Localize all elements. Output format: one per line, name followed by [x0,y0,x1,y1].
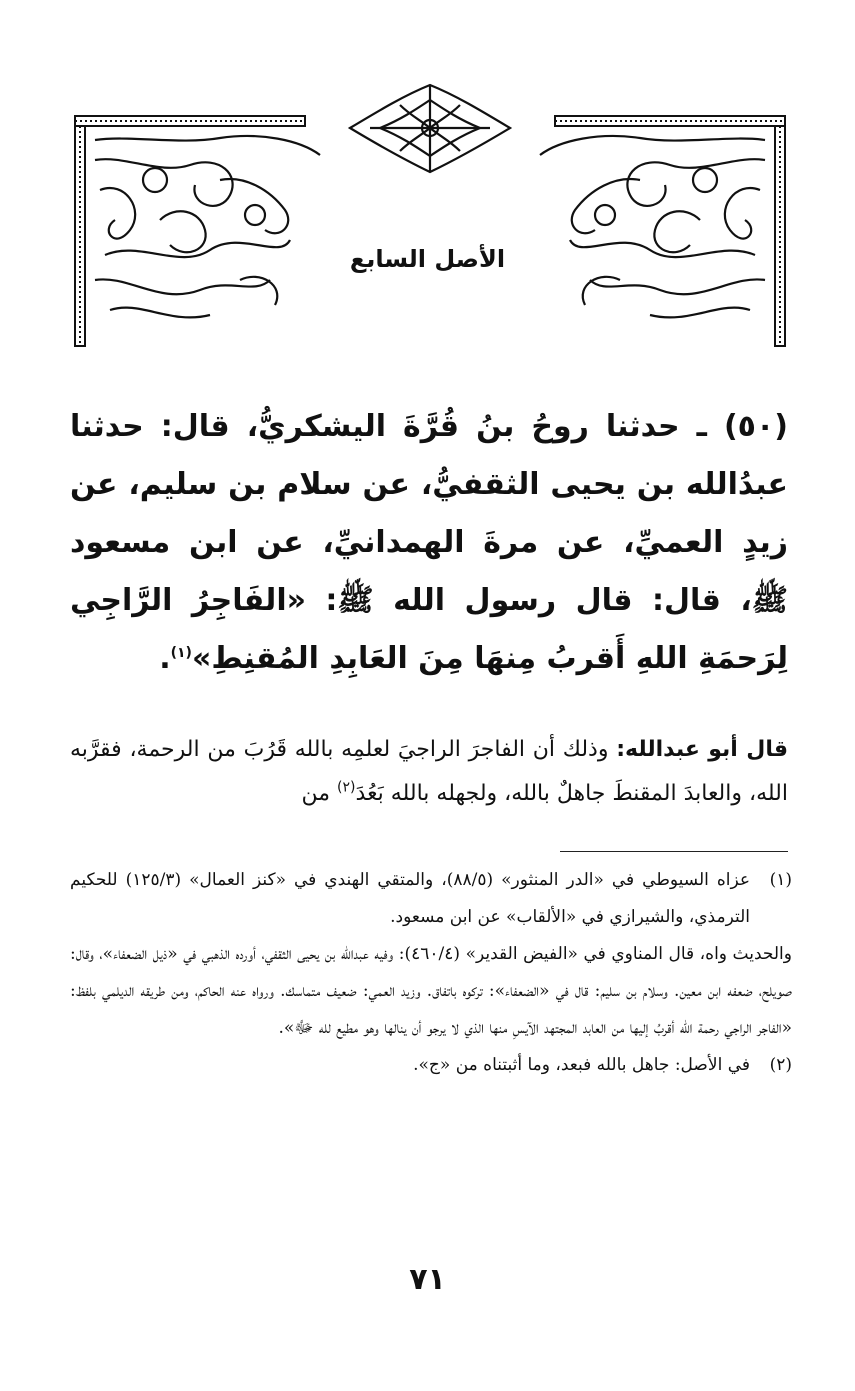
footnote-number: (١) [769,870,792,890]
page-number: ٧١ [409,1262,446,1297]
footnote-2 [70,1047,792,1084]
commentary-text-1: وذلك أن الفاجرَ الراجيَ لعلمِه بالله قَرُبَ من الرحمة، فقرَّبه الله، والعابدَ المقنطَ جاهلٌ بالله، ولجهله بالله بَعُدَ [70,737,788,806]
commentary-speaker: قال أبو عبدالله: [616,737,788,762]
footnote-number: (٢) [769,1055,792,1075]
chapter-title: الأصل السابع [349,245,506,273]
footnote-divider [560,851,788,852]
footnote-text: عزاه السيوطي في «الدر المنثور» (٨٨/٥)، والمتقي الهندي في «كنز العمال» (١٢٥/٣) للحكيم الترمذي، والشيرازي في «الألقاب» عن ابن مسعود. [70,870,750,927]
commentary-text-2: من [301,781,331,806]
footnote-1-continuation [70,936,792,1047]
hadith-end: . [159,641,171,676]
footnote-text: في الأصل: جاهل بالله فبعد، وما أثبتناه من «ج». [413,1055,750,1075]
footnote-1 [70,862,792,936]
footnote-text: والحديث واه، قال المناوي في «الفيض القدير» (٤٦٠/٤): وفيه عبدالله بن يحيى الثقفي، أورده الذهبي في «ذيل الضعفاء»، وقال: صويلح، ضعفه ابن معين. وسلام بن سليم: قال في «الضعفاء»: تركوه باتفاق. وزيد العمي: ضعيف متماسك. ورواه عنه الحاكم، ومن طريقه الديلمي بلفظ: «الفاجر الراجي رحمة الله أقربُ إليها من العابد المجتهد الآيسِ منها الذي لا يرجو أن ينالها وهو مطيع لله ﷻ». [70,944,792,1038]
header-ornament [70,80,790,350]
commentary-paragraph [70,728,788,816]
footnote-ref-1: (١) [170,645,192,661]
hadith-body: ـ حدثنا روحُ بنُ قُرَّةَ اليشكريُّ، قال: حدثنا عبدُالله بن يحيى الثقفيُّ، عن سلام بن سليم، عن زيدٍ العميِّ، عن مرةَ الهمدانيِّ، عن ابن مسعود ﷺ، قال: قال رسول الله ﷺ: «الفَاجِرُ الرَّاجِي لِرَحمَةِ اللهِ أَقربُ مِنهَا مِنَ العَابِدِ المُقنِطِ» [70,409,788,676]
hadith-text [70,398,788,688]
footnotes [70,862,792,1084]
hadith-number: (٥٠) [723,409,789,444]
footnote-ref-2: (٢) [337,779,356,796]
